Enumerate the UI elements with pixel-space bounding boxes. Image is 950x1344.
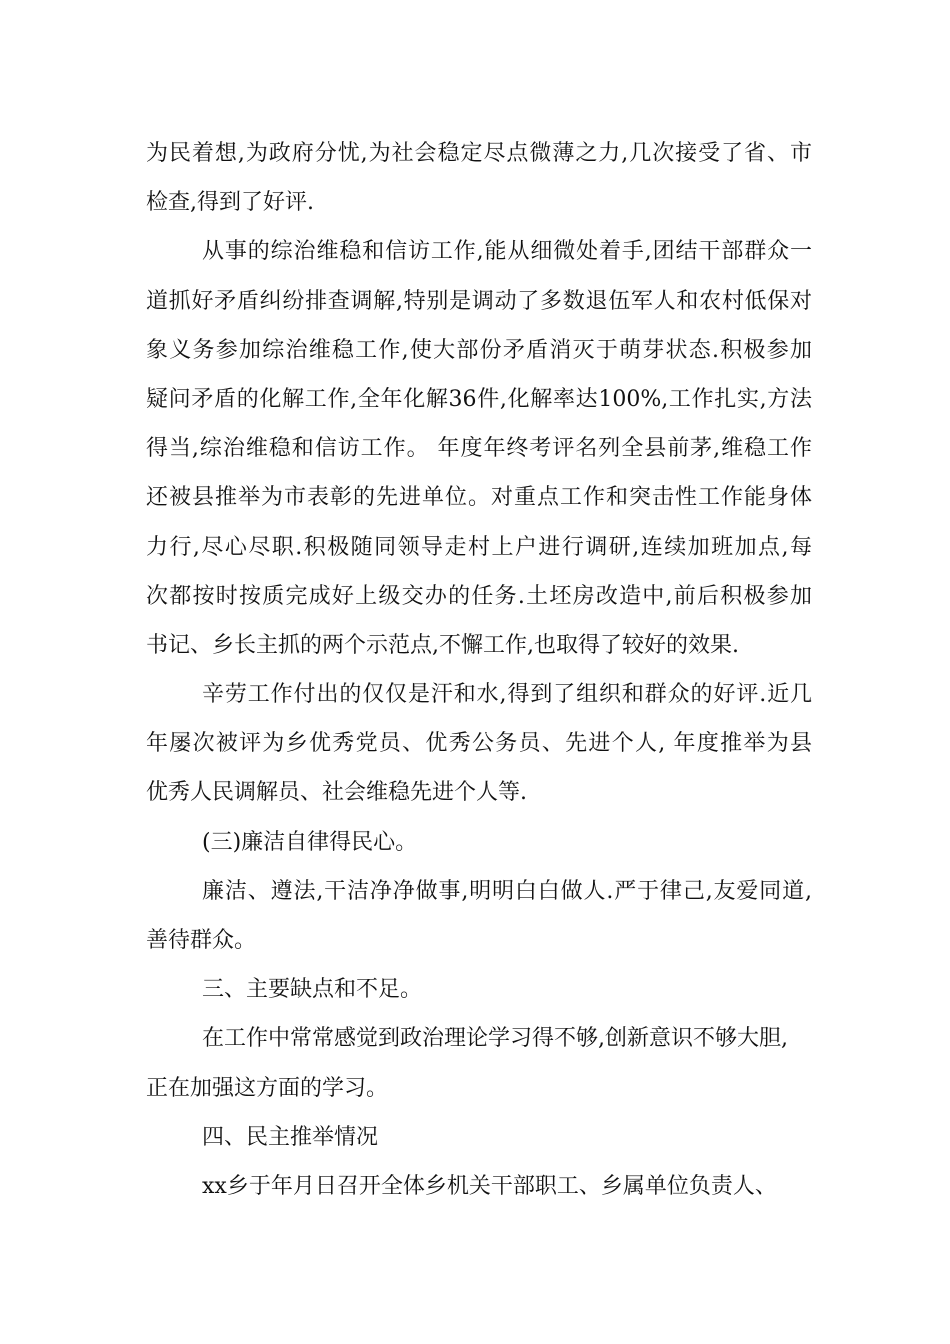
text-line: 疑问矛盾的化解工作,全年化解36件,化解率达100%,工作扎实,方法	[146, 386, 812, 412]
text-line: 年屡次被评为乡优秀党员、优秀公务员、先进个人, 年度推举为县	[146, 731, 812, 757]
text-line: 次都按时按质完成好上级交办的任务.土坯房改造中,前后积极参加	[146, 583, 812, 609]
paragraph-start-line: 辛劳工作付出的仅仅是汗和水,得到了组织和群众的好评.近几	[202, 682, 812, 708]
paragraph-start-line: 廉洁、遵法,干洁净净做事,明明白白做人.严于律己,友爱同道,	[202, 878, 812, 904]
text-line: 书记、乡长主抓的两个示范点,不懈工作,也取得了较好的效果.	[146, 632, 739, 658]
section-heading: (三)廉洁自律得民心。	[202, 829, 418, 855]
text-line: 为民着想,为政府分忧,为社会稳定尽点微薄之力,几次接受了省、市	[146, 141, 812, 166]
section-heading: 四、民主推举情况	[202, 1124, 379, 1150]
paragraph-start-line: 从事的综治维稳和信访工作,能从细微处着手,团结干部群众一	[202, 239, 812, 265]
text-line: 象义务参加综治维稳工作,使大部份矛盾消灭于萌芽状态.积极参加	[146, 337, 812, 363]
text-line: 得当,综治维稳和信访工作。 年度年终考评名列全县前茅,维稳工作	[146, 436, 812, 462]
text-line: 力行,尽心尽职.积极随同领导走村上户进行调研,连续加班加点,每	[146, 534, 812, 560]
text-line: 检查,得到了好评.	[146, 190, 314, 216]
body-text	[146, 129, 812, 1211]
paragraph-start-line: 在工作中常常感觉到政治理论学习得不够,创新意识不够大胆,	[202, 1026, 788, 1052]
paragraph-start-line: xx乡于年月日召开全体乡机关干部职工、乡属单位负责人、	[202, 1173, 777, 1199]
text-line: 优秀人民调解员、社会维稳先进个人等.	[146, 780, 527, 806]
text-line: 善待群众。	[146, 928, 257, 953]
text-line: 道抓好矛盾纠纷排查调解,特别是调动了多数退伍军人和农村低保对	[146, 288, 812, 314]
text-line: 还被县推举为市表彰的先进单位。对重点工作和突击性工作能身体	[146, 485, 812, 511]
text-line: 正在加强这方面的学习。	[146, 1075, 389, 1101]
section-heading: 三、主要缺点和不足。	[202, 977, 423, 1003]
